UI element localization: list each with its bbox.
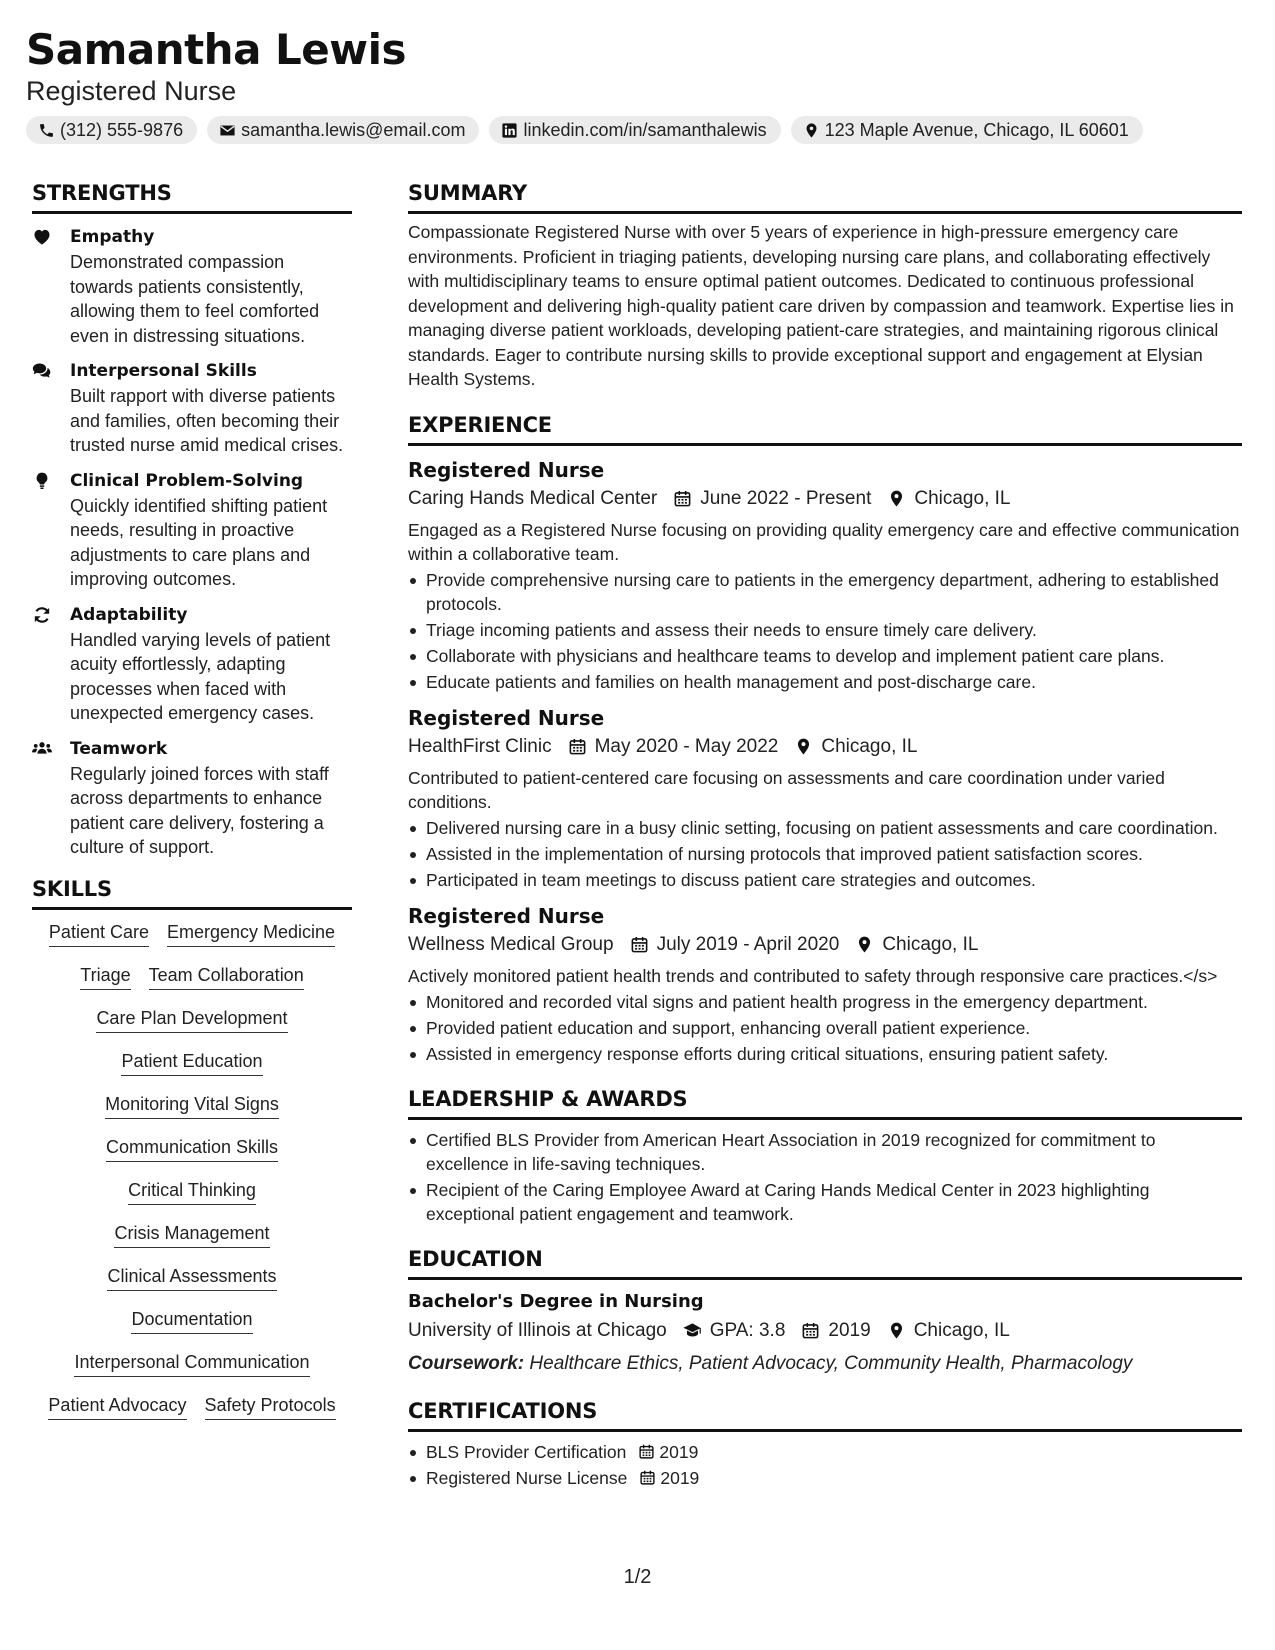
strength-item bbox=[32, 358, 352, 458]
coursework bbox=[408, 1350, 1242, 1378]
calendar-icon bbox=[638, 1443, 655, 1460]
list-item bbox=[408, 1440, 1242, 1464]
map-pin-icon bbox=[887, 1321, 906, 1340]
job-meta bbox=[408, 484, 1242, 514]
education-location: Chicago, IL bbox=[913, 1319, 1010, 1341]
linkedin-chip[interactable] bbox=[489, 116, 780, 144]
page-number: 1/2 bbox=[623, 1566, 652, 1588]
job-bullets bbox=[408, 816, 1242, 892]
job-title: Registered Nurse bbox=[408, 903, 605, 928]
skill-tag: Care Plan Development bbox=[96, 1006, 287, 1033]
list-item bbox=[408, 1466, 1242, 1490]
job-description: Engaged as a Registered Nurse focusing on providing quality emergency care and effective communication within a collaborative team. bbox=[408, 519, 1240, 564]
coursework-label: Coursework: bbox=[408, 1352, 525, 1374]
email-chip[interactable] bbox=[207, 116, 479, 144]
strengths-list bbox=[32, 224, 352, 860]
job-dates: July 2019 - April 2020 bbox=[656, 933, 840, 955]
heart-icon bbox=[32, 227, 52, 247]
resume-header bbox=[26, 24, 1249, 144]
job-entry bbox=[408, 704, 1242, 892]
strength-desc: Built rapport with diverse patients and families, often becoming their trusted nurse amid medical crises. bbox=[70, 386, 344, 455]
list-item: Monitored and recorded vital signs and patient health progress in the emergency department. bbox=[408, 990, 1242, 1014]
phone-chip[interactable] bbox=[26, 116, 197, 144]
list-item: Certified BLS Provider from American Heart Association in 2019 recognized for commitment to excellence in life-saving techniques. bbox=[408, 1128, 1242, 1176]
left-column bbox=[32, 178, 352, 1436]
job-entry bbox=[408, 902, 1242, 1066]
address-text: 123 Maple Avenue, Chicago, IL 60601 bbox=[824, 119, 1129, 140]
job-title: Registered Nurse bbox=[408, 457, 605, 482]
phone-text: (312) 555-9876 bbox=[60, 119, 184, 140]
skills-heading: SKILLS bbox=[32, 874, 352, 910]
job-description: Actively monitored patient health trends and contributed to safety through responsive care practices.</s> bbox=[408, 965, 1218, 986]
calendar-icon bbox=[568, 737, 587, 756]
job-dates: May 2020 - May 2022 bbox=[594, 735, 779, 757]
strength-title: Interpersonal Skills bbox=[70, 361, 257, 381]
strength-item bbox=[32, 736, 352, 860]
strength-item bbox=[32, 224, 352, 348]
sync-icon bbox=[32, 605, 52, 625]
skill-tag: Interpersonal Communication bbox=[74, 1350, 309, 1377]
education-heading: EDUCATION bbox=[408, 1244, 1242, 1280]
list-item: Provide comprehensive nursing care to patients in the emergency department, adhering to established protocols. bbox=[408, 568, 1242, 616]
skill-tag: Triage bbox=[80, 963, 130, 990]
leadership-bullets bbox=[408, 1128, 1242, 1226]
job-description: Contributed to patient-centered care focusing on assessments and care coordination under varied conditions. bbox=[408, 767, 1165, 812]
strength-desc: Handled varying levels of patient acuity effortlessly, adapting processes when faced with unexpected emergency cases. bbox=[70, 629, 331, 723]
candidate-role: Registered Nurse bbox=[26, 76, 237, 106]
certifications-section bbox=[408, 1396, 1242, 1490]
list-item: Triage incoming patients and assess their needs to ensure timely care delivery. bbox=[408, 618, 1242, 642]
list-item: Assisted in the implementation of nursing protocols that improved patient satisfaction scores. bbox=[408, 842, 1242, 866]
job-company: Caring Hands Medical Center bbox=[408, 487, 658, 509]
skill-tag: Patient Care bbox=[49, 920, 149, 947]
education-year: 2019 bbox=[828, 1319, 871, 1341]
strength-title: Empathy bbox=[70, 227, 155, 247]
skill-tag: Patient Advocacy bbox=[48, 1393, 186, 1420]
skill-tag: Safety Protocols bbox=[205, 1393, 336, 1420]
education-meta bbox=[408, 1316, 1242, 1346]
calendar-icon bbox=[801, 1321, 820, 1340]
lightbulb-icon bbox=[32, 471, 52, 491]
skill-tag: Emergency Medicine bbox=[167, 920, 335, 947]
skill-tag: Critical Thinking bbox=[128, 1178, 256, 1205]
list-item: Educate patients and families on health management and post-discharge care. bbox=[408, 670, 1242, 694]
calendar-icon bbox=[630, 935, 649, 954]
email-text: samantha.lewis@email.com bbox=[241, 119, 466, 140]
job-title: Registered Nurse bbox=[408, 705, 605, 730]
job-entry bbox=[408, 456, 1242, 694]
skill-tag: Documentation bbox=[131, 1307, 252, 1334]
strength-desc: Regularly joined forces with staff across departments to enhance patient care delivery, fostering a culture of support. bbox=[70, 763, 329, 857]
strength-item bbox=[32, 468, 352, 592]
job-meta bbox=[408, 732, 1242, 762]
skill-tag: Communication Skills bbox=[106, 1135, 278, 1162]
education-section bbox=[408, 1244, 1242, 1378]
summary-heading: SUMMARY bbox=[408, 178, 1242, 214]
job-location: Chicago, IL bbox=[821, 735, 918, 757]
leadership-section bbox=[408, 1084, 1242, 1226]
job-company: HealthFirst Clinic bbox=[408, 735, 552, 757]
calendar-icon bbox=[673, 489, 692, 508]
map-pin-icon bbox=[803, 122, 820, 139]
list-item: Delivered nursing care in a busy clinic setting, focusing on patient assessments and care coordination. bbox=[408, 816, 1242, 840]
address-chip[interactable] bbox=[791, 116, 1143, 144]
job-dates: June 2022 - Present bbox=[700, 487, 872, 509]
skill-tag: Clinical Assessments bbox=[107, 1264, 276, 1291]
calendar-icon bbox=[639, 1469, 656, 1486]
graduation-cap-icon bbox=[683, 1321, 702, 1340]
job-bullets bbox=[408, 568, 1242, 694]
list-item: Participated in team meetings to discuss patient care strategies and outcomes. bbox=[408, 868, 1242, 892]
list-item: Assisted in emergency response efforts during critical situations, ensuring patient safety. bbox=[408, 1042, 1242, 1066]
map-pin-icon bbox=[794, 737, 813, 756]
linkedin-text: linkedin.com/in/samanthalewis bbox=[523, 119, 767, 140]
envelope-icon bbox=[219, 122, 236, 139]
contact-bar bbox=[26, 116, 1249, 144]
strength-desc: Demonstrated compassion towards patients consistently, allowing them to feel comforted even in distressing situations. bbox=[70, 252, 320, 346]
job-meta bbox=[408, 930, 1242, 960]
job-location: Chicago, IL bbox=[882, 933, 979, 955]
map-pin-icon bbox=[855, 935, 874, 954]
list-item: Recipient of the Caring Employee Award at Caring Hands Medical Center in 2023 highlighting exceptional patient engagement and teamwork. bbox=[408, 1178, 1242, 1226]
job-location: Chicago, IL bbox=[914, 487, 1011, 509]
skill-tag: Team Collaboration bbox=[149, 963, 304, 990]
strength-title: Teamwork bbox=[70, 738, 168, 759]
strengths-heading: STRENGTHS bbox=[32, 178, 352, 214]
degree-title: Bachelor's Degree in Nursing bbox=[408, 1290, 704, 1312]
summary-text: Compassionate Registered Nurse with over 5 years of experience in high-pressure emergency care environments. Proficient in triaging patients, developing nursing care plans, and collaborating effectively with multidisciplinary teams to ensure optimal patient outcomes. Dedicated to continuous professional development and delivering high-quality patient care driven by compassion and teamwork. Expertise lies in managing diverse patient workloads, developing patient-care strategies, and maintaining rigorous clinical standards. Eager to contribute nursing skills to provide exceptional support and engagement at Elysian Health Systems. bbox=[408, 222, 1234, 389]
right-column bbox=[408, 178, 1242, 1508]
skills-list bbox=[32, 920, 352, 1420]
skill-tag: Monitoring Vital Signs bbox=[105, 1092, 279, 1119]
strength-item bbox=[32, 602, 352, 726]
skill-tag: Patient Education bbox=[121, 1049, 262, 1076]
certifications-heading: CERTIFICATIONS bbox=[408, 1396, 1242, 1432]
job-bullets bbox=[408, 990, 1242, 1066]
cert-year: 2019 bbox=[659, 1441, 699, 1462]
strength-title: Clinical Problem-Solving bbox=[70, 470, 304, 491]
map-pin-icon bbox=[887, 489, 906, 508]
certifications-list bbox=[408, 1440, 1242, 1490]
experience-section bbox=[408, 410, 1242, 1066]
coursework-list: Healthcare Ethics, Patient Advocacy, Community Health, Pharmacology bbox=[529, 1352, 1133, 1374]
cert-year: 2019 bbox=[660, 1467, 700, 1488]
users-icon bbox=[32, 739, 52, 759]
phone-icon bbox=[38, 122, 55, 139]
leadership-heading: LEADERSHIP & AWARDS bbox=[408, 1084, 1242, 1120]
school-name: University of Illinois at Chicago bbox=[408, 1319, 667, 1341]
linkedin-icon bbox=[501, 122, 518, 139]
gpa-text: GPA: 3.8 bbox=[709, 1319, 786, 1341]
strength-desc: Quickly identified shifting patient needs, resulting in proactive adjustments to care plans and improving outcomes. bbox=[70, 495, 328, 589]
cert-name: BLS Provider Certification bbox=[426, 1441, 627, 1462]
skill-tag: Crisis Management bbox=[114, 1221, 269, 1248]
list-item: Collaborate with physicians and healthcare teams to develop and implement patient care plans. bbox=[408, 644, 1242, 668]
cert-name: Registered Nurse License bbox=[426, 1467, 628, 1488]
job-company: Wellness Medical Group bbox=[408, 933, 614, 955]
experience-heading: EXPERIENCE bbox=[408, 410, 1242, 446]
candidate-name: Samantha Lewis bbox=[26, 25, 406, 74]
list-item: Provided patient education and support, enhancing overall patient experience. bbox=[408, 1016, 1242, 1040]
comments-icon bbox=[32, 361, 52, 381]
strength-title: Adaptability bbox=[70, 604, 188, 625]
